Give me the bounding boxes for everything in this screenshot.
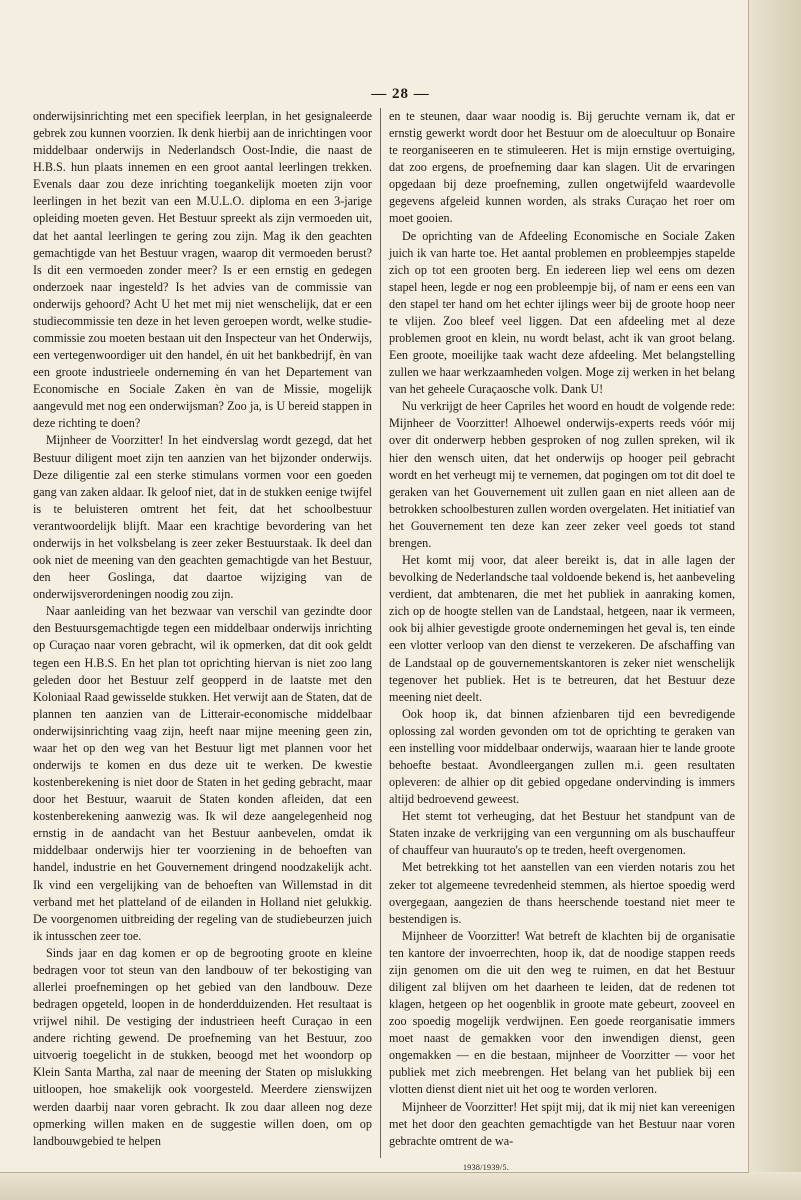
footer-session-code: 1938/1939/5. (463, 1163, 510, 1172)
page-number: — 28 — (371, 86, 430, 102)
paragraph: en te steunen, daar waar noodig is. Bij geruchte vernam ik, dat er ernstig gewerkt wordt door het Bestuur om de aloecultuur op Bonaire te reorganiseeren en te stimuleeren. Het is mijn ernstige overtuiging, dat zoo ergens, de proefneming daar kan slagen. Uit de ervaringen opgedaan bij deze proefneming, zullen ongetwijfeld waardevolle gegevens afgeleid kunnen worden, als straks Curaçao het roer om moet gooien. (389, 109, 735, 226)
paragraph: Mijnheer de Voorzitter! Wat betreft de klachten bij de organisatie ten kantore der invoerrechten, hoop ik, dat de noodige stappen reeds zijn genomen om die uit den weg te ruimen, en dat het Bestuur diligent zal blijven om het daarheen te leiden, dat de redenen tot klagen, hetgeen op het oogenblik in groote mate gebeurt, zooveel en zoo spoedig mogelijk verdwijnen. Een goede reorganisatie immers moet naast de gemakken voor den inwendigen dienst, geen ongemakken — en die bestaan, mijnheer de Voorzitter — voor het publiek met zich meebrengen. Het belang van het publiek bij een vlotten dienst dient niet uit het oog te worden verloren. (389, 928, 735, 1097)
paragraph: Naar aanleiding van het bezwaar van verschil van gezindte door den Bestuursgemachtigde tegen een middelbaar onderwijs inrichting op Curaçao naar voren gebracht, wil ik opmerken, dat dit ook geldt tegen een H.B.S. En het plan tot oprichting hiervan is niet zoo lang geleden door het Bestuur zelf geopperd in de laatste met den Koloniaal Raad gewisselde stukken. Het verwijt aan de Staten, dat de plannen ten aanzien van de Litterair-economische middelbaar onderwijsinrichting vaag zijn, heeft naar mijne meening geen zin, waar het op den weg van het Bestuur ligt met plannen voor het onderwijs te komen en dus deze uit te werken. De kwestie kostenberekening is niet door de Staten in het geding gebracht, maar door het Bestuur, waaruit de Staten konden afleiden, dat een kostenberekening aanwezig was. Ik wil deze aangelegenheid nog ernstig in de aandacht van het Bestuur aanbevelen, omdat ik middelbaar onderwijs hier ter voorziening in de behoeften van handel, industrie en het Gouvernement dringend noodzakelijk acht. Ik vind een vergelijking van de behoeften van Willemstad in dit verband met het platteland of de eilanden in Holland niet gelukkig. De voorgenomen uitbreiding der regeling van de studiebeurzen juich ik intusschen zeer toe. (33, 604, 372, 943)
column-divider (380, 108, 381, 1158)
paragraph: Mijnheer de Voorzitter! In het eindverslag wordt gezegd, dat het Bestuur diligent moet zijn ten aanzien van het bijzonder onderwijs. Deze diligentie zal een sterke stimulans vormen voor een goeden gang van zaken aldaar. Ik geloof niet, dat in de stukken eenige twijfel is te beluisteren omtrent het feit, dat het schoolbestuur verantwoordelijk blijft. Maar een krachtige bevordering van het onderwijs in het volksbelang is zeer zeker Bestuurstaak. Ik deel dan ook niet de meening van den geachten gemachtigde van het Bestuur, den heer Goslinga, dat daartoe wijziging van de onderwijsverordeningen noodig zou zijn. (33, 433, 372, 602)
paragraph: Met betrekking tot het aanstellen van een vierden notaris zou het zeker tot algemeene tevredenheid stemmen, als hiertoe spoedig werd overgegaan, aangezien de thans heerschende toestand niet meer te bestendigen is. (389, 860, 735, 926)
page-border-bottom (0, 1172, 749, 1173)
page-border-right (748, 0, 749, 1172)
right-column (389, 108, 735, 1150)
paragraph: onderwijsinrichting met een specifiek leerplan, in het gesignaleerde gebrek zou kunnen voorzien. Ik denk hierbij aan de inrichtingen voor middelbaar onderwijs in Nederlandsch Oost-Indie, die naast de H.B.S. hun plaats innemen en een groot aantal leerlingen trekken. Evenals daar zou deze inrichting toegankelijk moeten zijn voor leerlingen in het bezit van een M.U.L.O. diploma en een 3-jarige opleiding moeten geven. Het Bestuur spreekt als zijn vermoeden uit, dat het aantal leerlingen te gering zou zijn. Mag ik den geachten gemachtigde van het Bestuur vragen, waarop dit vermoeden berust? Is dit een vermoeden zonder meer? Is er een ernstig en gedegen onderzoek naar ingesteld? Is het advies van de commissie van onderwijs gehoord? Acht U het met mij niet wenschelijk, dat er een studiecommissie ten deze in het leven geroepen wordt, welke studie-commissie zou moeten bestaan uit den Inspecteur van het Onderwijs, een vertegenwoordiger uit den handel, én uit het bankbedrijf, èn van een groote industrieele onderneming én van het Departement van Economische en Sociale Zaken èn van de Missie, mogelijk aangevuld met nog een onderwijsman? Zoo ja, is U bereid stappen in deze richting te doen? (33, 109, 372, 431)
paragraph: De oprichting van de Afdeeling Economische en Sociale Zaken juich ik van harte toe. Het aantal problemen en probleempjes stapelde zich op tot een grooten berg. En iedereen liep wel eens om dezen stapel heen, legde er nog een probleempje bij, of nam er eens een van den stapel ter hand om het echter ijlings weer bij de groote hoop neer te vlijen. Zoo bleef veel liggen. Dat een afdeeling met al deze problemen groot en klein, nu wordt belast, acht ik van groot belang. Een groote, moeilijke taak wacht deze afdeeling. Met belangstelling zullen we haar werkzaamheden volgen. Moge zij werken in het belang van het geheele Curaçaosche volk. Dank U! (389, 228, 735, 397)
page-edge-right (749, 0, 801, 1200)
paragraph: Sinds jaar en dag komen er op de begrooting groote en kleine bedragen voor tot steun van den landbouw of ter bekostiging van allerlei proefnemingen op het gebied van den landbouw. Deze bedragen opgeteld, loopen in de honderdduizenden. Het resultaat is vrijwel nihil. De vestiging der industrieen heeft Curaçao in een andere richting gewend. De proefneming van het Bestuur, zoo uitvoerig toegelicht in de stukken, beoogd met het woondorp op Klein Santa Martha, zal naar de meening der Staten op mislukking uitloopen, hoe smakelijk ook voorgesteld. Meerdere zienswijzen werden daarbij naar voren gebracht. Ik zou daar alleen nog deze opmerking willen maken en de suggestie willen doen, om op landbouwgebied te helpen (33, 945, 372, 1148)
paragraph: Het komt mij voor, dat aleer bereikt is, dat in alle lagen der bevolking de Nederlandsche taal voldoende bekend is, het aanbeveling verdient, dat ambtenaren, die met het publiek in aanraking komen, zich op de hoogte stellen van de Landstaal, hetgeen, naar ik vermeen, ook bij alhier gevestigde groote ondernemingen het geval is, ten einde een vlotter verloop van den dienst te verzekeren. De afschaffing van de Landstaal op de gouvernementskantoren is zeker niet wenschelijk tegenover het publiek. Het is te betreuren, dat het Bestuur deze meening niet deelt. (389, 553, 735, 704)
paragraph: Ook hoop ik, dat binnen afzienbaren tijd een bevredigende oplossing zal worden gevonden om tot de oprichting te geraken van een instelling voor middelbaar onderwijs, waaraan hier te lande groote behoefte bestaat. Avondleergangen zullen m.i. geen resultaten opleveren: de alhier op dit gebied opgedane ondervinding is immers altijd bedroevend geweest. (389, 706, 735, 807)
paragraph: Mijnheer de Voorzitter! Het spijt mij, dat ik mij niet kan vereenigen met het door den geachten gemachtigde van het Bestuur naar voren gebrachte omtrent de wa- (389, 1099, 735, 1148)
page-edge-bottom (0, 1172, 801, 1200)
left-column (33, 108, 372, 1150)
paragraph: Nu verkrijgt de heer Capriles het woord en houdt de volgende rede: Mijnheer de Voorzitter! Alhoewel onderwijs-experts reeds vóór mij over dit onderwerp hebben gesproken of nog zullen spreken, wil ik hier den wensch uiten, dat het onderwijs op hooger peil gebracht wordt en het verheugt mij te vernemen, dat pogingen om tot dit doel te geraken van het Gouvernement uit zullen gaan en niet alleen aan de betrokken schoolbesturen zullen worden overgelaten. Het initiatief van het Gouvernement ten deze kan zeer zeker veel goeds tot stand brengen. (389, 399, 735, 550)
paragraph: Het stemt tot verheuging, dat het Bestuur het standpunt van de Staten inzake de verkrijging van een vergunning om als buschauffeur of chauffeur van huurauto's op te treden, heeft overgenomen. (389, 809, 735, 858)
